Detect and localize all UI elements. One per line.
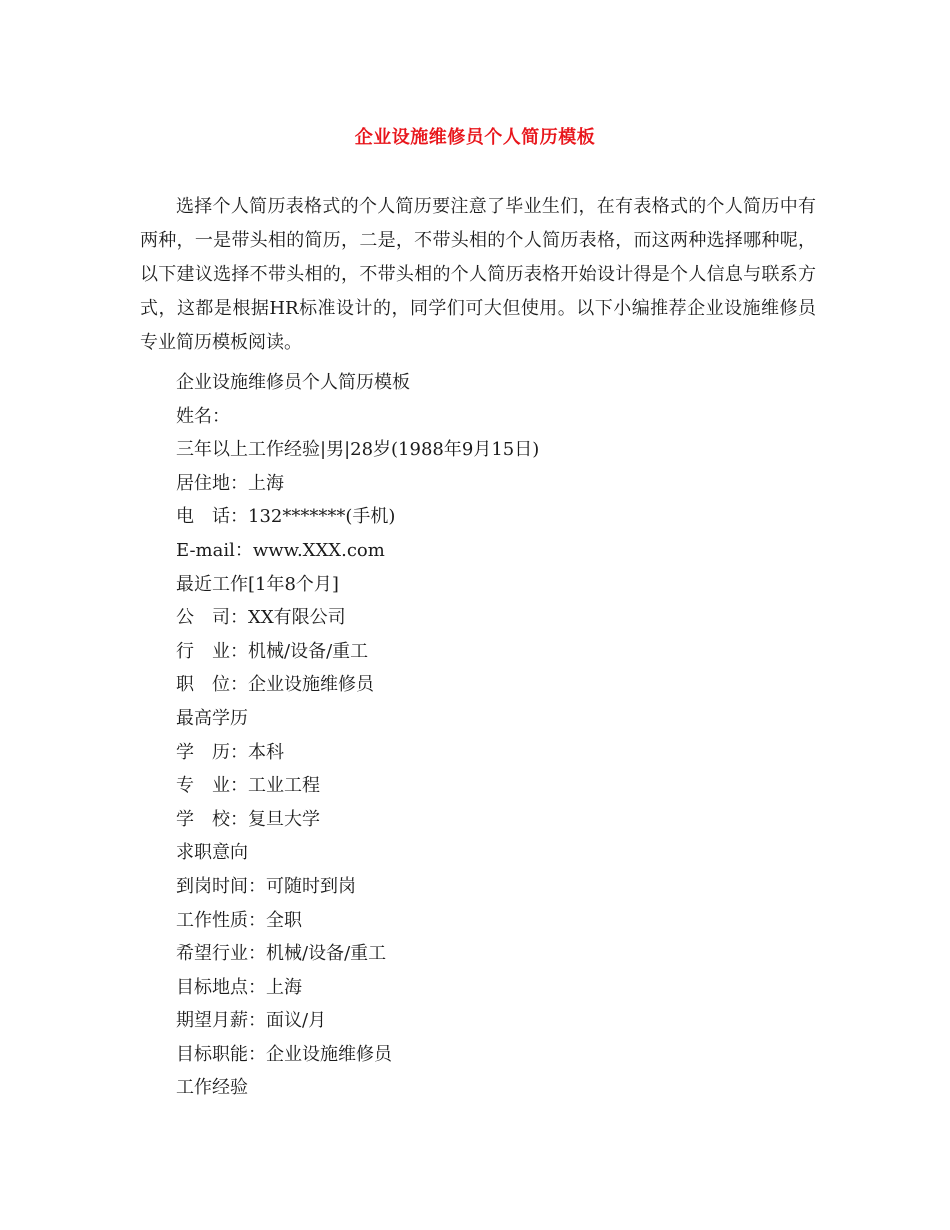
company-line: 公 司：XX有限公司 [176, 607, 346, 629]
position-line: 职 位：企业设施维修员 [176, 674, 374, 696]
expected-salary-line: 期望月薪：面议/月 [176, 1010, 327, 1032]
section-heading-job-intention: 求职意向 [176, 842, 248, 864]
job-type-line: 工作性质：全职 [176, 909, 302, 931]
intro-paragraph: 选择个人简历表格式的个人简历要注意了毕业生们，在有表格式的个人简历中有两种，一是带头相的简历，二是，不带头相的个人简历表格，而这两种选择哪种呢，以下建议选择不带头相的，不带头相的个人简历表格开始设计得是个人信息与联系方式，这都是根据HR标准设计的，同学们可大但使用。以下小编推荐企业设施维修员专业简历模板阅读。 [140, 196, 816, 353]
degree-line: 学 历：本科 [176, 741, 284, 763]
section-heading-template: 企业设施维修员个人简历模板 [176, 372, 410, 393]
industry-line: 行 业：机械/设备/重工 [176, 640, 369, 662]
document-title: 企业设施维修员个人简历模板 [354, 127, 596, 148]
email-line: E-mail：www.XXX.com [176, 539, 385, 561]
experience-summary-line: 三年以上工作经验|男|28岁(1988年9月15日) [176, 439, 540, 461]
resume-lines [176, 366, 539, 1105]
start-time-line: 到岗时间：可随时到岗 [176, 875, 356, 897]
target-function-line: 目标职能：企业设施维修员 [176, 1043, 392, 1065]
major-line: 专 业：工业工程 [176, 775, 320, 797]
section-heading-recent-work: 最近工作[1年8个月] [176, 573, 339, 595]
phone-line: 电 话：132*******(手机) [176, 506, 396, 528]
residence-line: 居住地：上海 [176, 472, 284, 494]
section-heading-work-experience: 工作经验 [176, 1077, 248, 1099]
section-heading-education: 最高学历 [176, 707, 248, 729]
target-location-line: 目标地点：上海 [176, 976, 302, 998]
name-line: 姓名： [176, 405, 230, 427]
school-line: 学 校：复旦大学 [176, 808, 320, 830]
desired-industry-line: 希望行业：机械/设备/重工 [176, 943, 387, 965]
